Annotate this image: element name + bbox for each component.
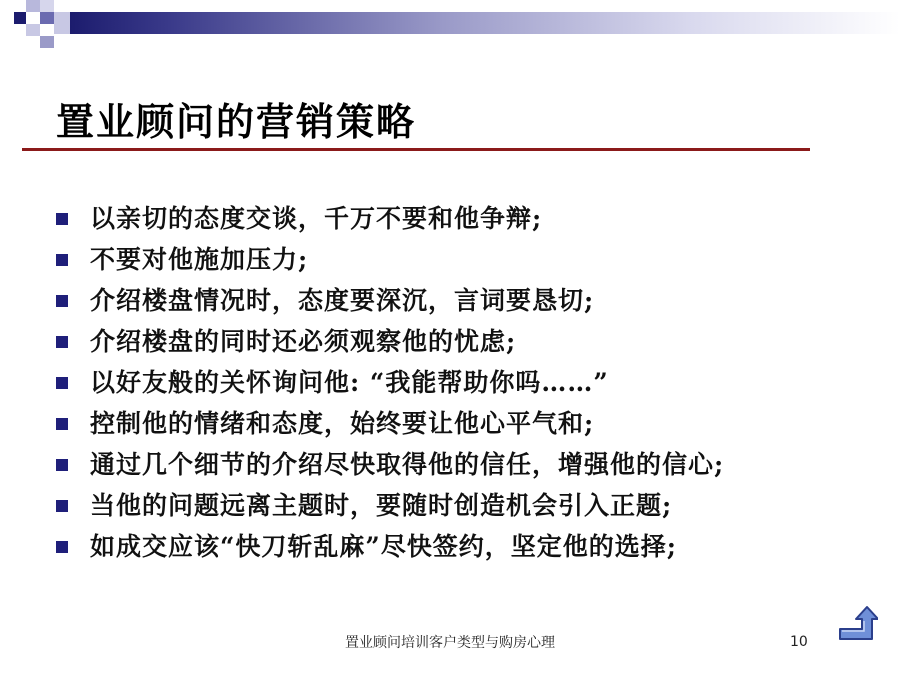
square-bullet-icon bbox=[56, 418, 68, 430]
slide-title: 置业顾问的营销策略 bbox=[56, 99, 417, 144]
bullet-item bbox=[56, 198, 876, 239]
bullet-item bbox=[56, 239, 876, 280]
header-gradient-bar bbox=[70, 12, 900, 34]
square-bullet-icon bbox=[56, 295, 68, 307]
bullet-text: 介绍楼盘情况时，态度要深沉，言词要恳切; bbox=[90, 286, 595, 315]
bullet-text: 以亲切的态度交谈，千万不要和他争辩; bbox=[90, 204, 543, 233]
header-square-light bbox=[26, 0, 40, 12]
bullet-text: 通过几个细节的介绍尽快取得他的信任，增强他的信心; bbox=[90, 450, 725, 479]
bullet-item bbox=[56, 362, 876, 403]
square-bullet-icon bbox=[56, 213, 68, 225]
bullet-text: 控制他的情绪和态度，始终要让他心平气和; bbox=[90, 409, 595, 438]
bullet-item bbox=[56, 321, 876, 362]
return-button[interactable] bbox=[836, 603, 878, 643]
footer-text: 置业顾问培训客户类型与购房心理 bbox=[345, 635, 555, 651]
bullet-item bbox=[56, 280, 876, 321]
bullet-item bbox=[56, 444, 876, 485]
bullet-text: 介绍楼盘的同时还必须观察他的忧虑; bbox=[90, 327, 517, 356]
bullet-item bbox=[56, 526, 876, 567]
square-bullet-icon bbox=[56, 254, 68, 266]
header-square-light bbox=[26, 24, 40, 36]
square-bullet-icon bbox=[56, 459, 68, 471]
square-bullet-icon bbox=[56, 541, 68, 553]
header-square-mid bbox=[40, 12, 54, 24]
bullet-list bbox=[56, 198, 876, 567]
page-number: 10 bbox=[790, 634, 808, 650]
header-square-mid bbox=[40, 36, 54, 48]
bullet-text: 如成交应该“快刀斩乱麻”尽快签约，坚定他的选择; bbox=[90, 532, 677, 561]
bullet-item bbox=[56, 403, 876, 444]
header-square-light bbox=[40, 0, 54, 12]
header-square-dark bbox=[14, 12, 26, 24]
header-decoration bbox=[0, 0, 70, 60]
return-arrow-icon bbox=[836, 603, 878, 643]
bullet-text: 当他的问题远离主题时，要随时创造机会引入正题; bbox=[90, 491, 673, 520]
bullet-text: 不要对他施加压力; bbox=[90, 245, 309, 274]
bullet-item bbox=[56, 485, 876, 526]
square-bullet-icon bbox=[56, 500, 68, 512]
header-square-light bbox=[54, 12, 70, 34]
bullet-text: 以好友般的关怀询问他: “我能帮助你吗……” bbox=[90, 368, 609, 397]
square-bullet-icon bbox=[56, 336, 68, 348]
title-underline bbox=[22, 148, 810, 151]
square-bullet-icon bbox=[56, 377, 68, 389]
